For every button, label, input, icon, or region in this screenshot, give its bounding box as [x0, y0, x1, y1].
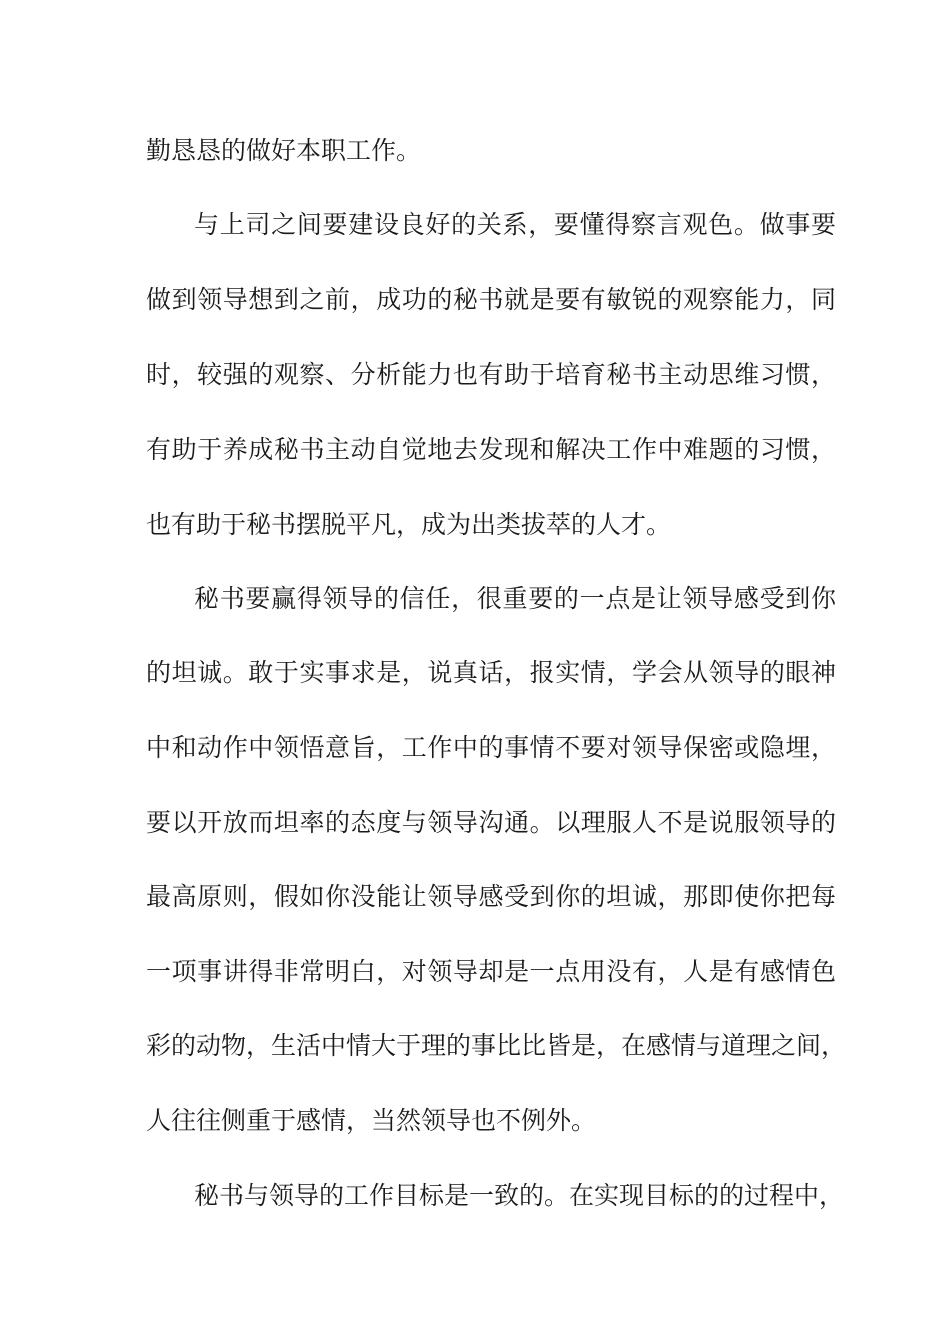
paragraph-3-line-8: 人往往侧重于感情，当然领导也不例外。	[146, 1106, 597, 1135]
paragraph-3-line-1: 秘书要赢得领导的信任，很重要的一点是让领导感受到你	[194, 584, 836, 613]
paragraph-3-line-3: 中和动作中领悟意旨，工作中的事情不要对领导保密或隐埋，	[146, 733, 836, 762]
text-line-1: 勤恳恳的做好本职工作。	[146, 136, 422, 165]
paragraph-3-line-2: 的坦诚。敢于实事求是，说真话，报实情，学会从领导的眼神	[146, 658, 836, 687]
paragraph-2-line-1: 与上司之间要建设良好的关系，要懂得察言观色。做事要	[194, 210, 836, 239]
paragraph-2-line-5: 也有助于秘书摆脱平凡，成为出类拔萃的人才。	[146, 510, 672, 539]
paragraph-3-line-4: 要以开放而坦率的态度与领导沟通。以理服人不是说服领导的	[146, 808, 836, 837]
paragraph-2-line-3: 时，较强的观察、分析能力也有助于培育秘书主动思维习惯，	[146, 360, 836, 389]
paragraph-2-line-4: 有助于养成秘书主动自觉地去发现和解决工作中难题的习惯，	[146, 435, 836, 464]
paragraph-3-line-7: 彩的动物，生活中情大于理的事比比皆是，在感情与道理之间，	[146, 1031, 847, 1060]
paragraph-3-line-5: 最高原则，假如你没能让领导感受到你的坦诚，那即使你把每	[146, 882, 836, 911]
paragraph-4-line-1: 秘书与领导的工作目标是一致的。在实现目标的的过程中，	[194, 1181, 845, 1210]
paragraph-2-line-2: 做到领导想到之前，成功的秘书就是要有敏锐的观察能力，同	[146, 285, 836, 314]
paragraph-3-line-6: 一项事讲得非常明白，对领导却是一点用没有，人是有感情色	[146, 957, 836, 986]
